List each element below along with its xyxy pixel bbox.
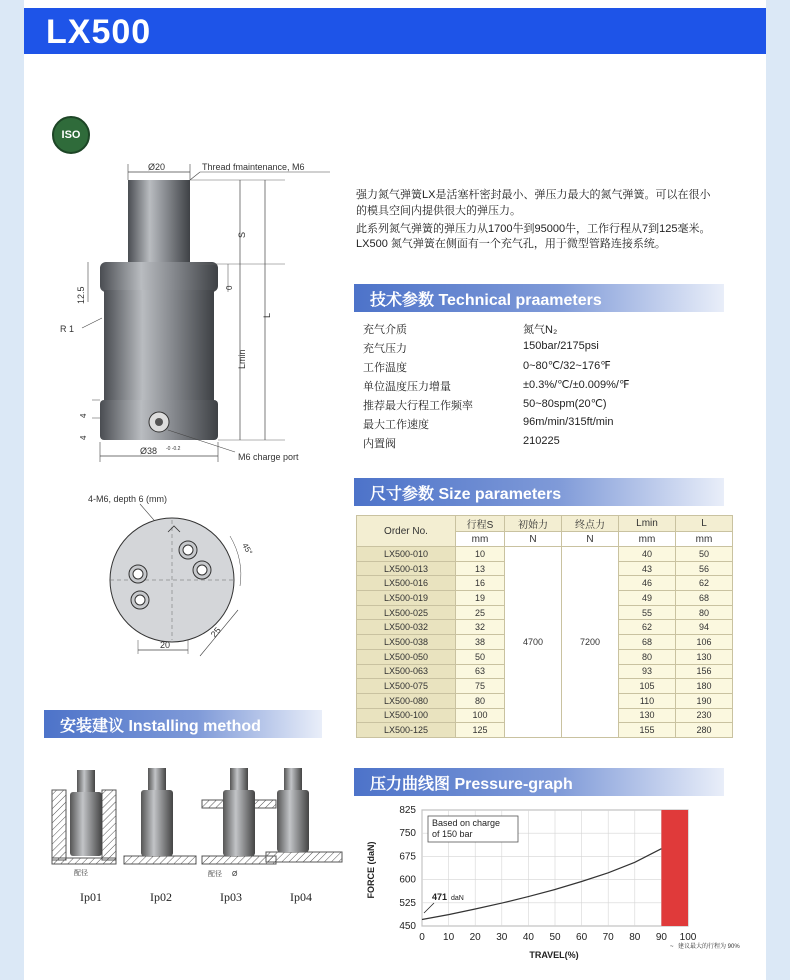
size-order-no: LX500-038 — [357, 635, 456, 650]
x-tick-label: 30 — [496, 932, 508, 943]
x-tick-label: 100 — [679, 932, 697, 943]
size-lmin: 46 — [619, 576, 676, 591]
tech-value: 氮气N₂ — [523, 324, 558, 336]
x-tick-label: 50 — [549, 932, 561, 943]
dim-stroke-s: S — [237, 231, 247, 238]
size-order-no: LX500-032 — [357, 620, 456, 635]
install-label-4: Ip04 — [290, 890, 312, 904]
size-order-no: LX500-019 — [357, 591, 456, 606]
size-l: 56 — [676, 561, 733, 576]
dim-4-bottom: 4 — [79, 435, 88, 440]
size-end-force: 7200 — [562, 547, 619, 738]
description-line-2: 的模具空间内提供很大的弹压力。 — [356, 205, 521, 217]
tech-row — [363, 435, 560, 451]
charge-port-center — [155, 418, 163, 426]
size-lmin: 105 — [619, 679, 676, 694]
bottom-dim-20: 20 — [160, 640, 171, 650]
size-l: 280 — [676, 723, 733, 738]
install-label-1: Ip01 — [80, 890, 102, 904]
tech-row — [363, 359, 611, 375]
tech-row — [363, 397, 607, 413]
size-l: 50 — [676, 547, 733, 562]
tech-row — [363, 378, 630, 394]
size-l: 180 — [676, 679, 733, 694]
charge-port-label: M6 charge port — [238, 452, 299, 462]
y-tick-label: 525 — [399, 897, 416, 909]
tech-label: 内置阀 — [363, 438, 396, 450]
mount-hole-2-inner — [197, 565, 207, 575]
size-header-row — [357, 516, 733, 532]
size-order-no: LX500-100 — [357, 708, 456, 723]
size-order-no: LX500-016 — [357, 576, 456, 591]
y-tick-label: 450 — [399, 921, 416, 932]
size-lmin: 68 — [619, 635, 676, 650]
size-stroke: 80 — [456, 693, 505, 708]
y-tick-label: 600 — [399, 874, 416, 886]
annotation-line-1: Based on charge — [432, 818, 501, 828]
mount-hole-4-inner — [135, 595, 145, 605]
description-line-1: 强力氮气弹簧LX是活塞杆密封最小、弹压力最大的氮气弹簧。可以在很小 — [356, 189, 711, 201]
size-stroke: 10 — [456, 547, 505, 562]
size-header-cell: 行程S — [456, 516, 505, 532]
size-header-cell: L — [676, 516, 733, 532]
size-header-cell: 初始力 — [505, 516, 562, 532]
size-stroke: 75 — [456, 679, 505, 694]
size-order-no: LX500-010 — [357, 547, 456, 562]
tech-label: 推荐最大行程工作频率 — [363, 400, 473, 412]
size-l: 80 — [676, 605, 733, 620]
dim-radius: R 1 — [60, 324, 75, 334]
tech-row — [363, 340, 599, 356]
size-unit-cell: mm — [676, 532, 733, 547]
install-ip04 — [266, 768, 342, 862]
y-tick-label: 675 — [399, 851, 416, 863]
tech-row — [363, 321, 558, 337]
mount-hole-3-inner — [133, 569, 143, 579]
size-stroke: 63 — [456, 664, 505, 679]
x-tick-label: 70 — [602, 932, 614, 943]
tech-value: ±0.3%/℃/±0.009%/℉ — [523, 379, 630, 391]
tech-label: 充气压力 — [363, 343, 407, 355]
size-order-no: LX500-050 — [357, 649, 456, 664]
dim-rod-diameter: Ø20 — [148, 162, 166, 172]
pressure-graph — [354, 800, 754, 975]
size-lmin: 80 — [619, 649, 676, 664]
piston-rod — [128, 180, 190, 264]
size-order-no: LX500-125 — [357, 723, 456, 738]
description-line-4: LX500 氮气弹簧在侧面有一个充气孔，用于微型管路连接系统。 — [356, 238, 666, 250]
x-tick-label: 40 — [522, 932, 534, 943]
size-heading: 尺寸参数 Size parameters — [354, 478, 724, 506]
size-stroke: 125 — [456, 723, 505, 738]
y-tick-label: 825 — [399, 805, 416, 816]
tech-value: 210225 — [523, 435, 560, 447]
tech-value: 96m/min/315ft/min — [523, 416, 614, 428]
iso-logo-text: ISO — [61, 129, 81, 141]
max-travel-zone — [661, 810, 688, 926]
size-l: 230 — [676, 708, 733, 723]
size-header-cell: Order No. — [357, 516, 456, 547]
start-value: 471 — [432, 892, 448, 902]
size-lmin: 43 — [619, 561, 676, 576]
tech-row — [363, 416, 614, 432]
size-stroke: 19 — [456, 591, 505, 606]
install-ip03 — [202, 768, 276, 878]
size-order-no: LX500-080 — [357, 693, 456, 708]
size-order-no: LX500-013 — [357, 561, 456, 576]
install-ip01 — [52, 770, 116, 877]
install-ip02 — [124, 768, 196, 864]
mount-hole-1-inner — [183, 545, 193, 555]
ip03-note-b: Ø — [232, 871, 238, 878]
size-l: 156 — [676, 664, 733, 679]
size-stroke: 16 — [456, 576, 505, 591]
size-unit-cell: N — [505, 532, 562, 547]
bottom-view-note: 4-M6, depth 6 (mm) — [88, 494, 168, 504]
tech-label: 最大工作速度 — [363, 419, 429, 431]
size-header-cell: 终点力 — [562, 516, 619, 532]
size-order-no: LX500-075 — [357, 679, 456, 694]
side-note-prefix: ~ — [670, 944, 674, 950]
size-lmin: 110 — [619, 693, 676, 708]
y-tick-label: 750 — [399, 828, 416, 840]
install-label-2: Ip02 — [150, 890, 172, 904]
bottom-view-angle: 45° — [240, 541, 255, 557]
thread-note: Thread fmaintenance, M6 — [202, 162, 305, 172]
tech-label: 单位温度压力增量 — [363, 381, 451, 393]
size-lmin: 155 — [619, 723, 676, 738]
iso-logo — [52, 116, 90, 154]
tech-heading: 技术参数 Technical praameters — [354, 284, 724, 312]
y-axis-label: FORCE (daN) — [366, 841, 376, 899]
size-lmin: 62 — [619, 620, 676, 635]
tech-value: 150bar/2175psi — [523, 340, 599, 352]
size-stroke: 32 — [456, 620, 505, 635]
size-unit-cell: N — [562, 532, 619, 547]
install-diagrams — [44, 760, 344, 880]
x-tick-label: 10 — [443, 932, 455, 943]
dim-body-diameter: Ø38 — [140, 446, 158, 456]
graph-heading: 压力曲线图 Pressure-graph — [354, 768, 724, 796]
dim-body-tolerance: -0 -0.2 — [166, 446, 181, 452]
page-title: LX500 — [46, 13, 152, 51]
size-stroke: 13 — [456, 561, 505, 576]
size-unit-cell: mm — [619, 532, 676, 547]
size-stroke: 25 — [456, 605, 505, 620]
dim-4-top: 4 — [79, 413, 88, 418]
size-row — [357, 547, 733, 562]
size-l: 130 — [676, 649, 733, 664]
description-line-3: 此系列氮气弹簧的弹压力从1700牛到95000牛，工作行程从7到125毫米。 — [356, 223, 711, 235]
size-stroke: 100 — [456, 708, 505, 723]
x-tick-label: 20 — [469, 932, 481, 943]
x-tick-label: 0 — [419, 932, 425, 943]
size-l: 62 — [676, 576, 733, 591]
size-l: 106 — [676, 635, 733, 650]
size-order-no: LX500-063 — [357, 664, 456, 679]
dim-length-l: L — [262, 312, 272, 318]
size-unit-cell: mm — [456, 532, 505, 547]
annotation-line-2: of 150 bar — [432, 829, 473, 839]
x-tick-label: 90 — [655, 932, 667, 943]
tech-label: 充气介质 — [363, 324, 407, 336]
size-lmin: 49 — [619, 591, 676, 606]
tech-label: 工作温度 — [363, 362, 407, 374]
size-l: 68 — [676, 591, 733, 606]
size-l: 94 — [676, 620, 733, 635]
side-note: 建议最大的行程为 90% — [678, 944, 740, 950]
tech-value: 0~80℃/32~176℉ — [523, 360, 611, 372]
x-tick-label: 80 — [629, 932, 641, 943]
size-lmin: 40 — [619, 547, 676, 562]
x-tick-label: 60 — [576, 932, 588, 943]
size-table — [356, 515, 733, 738]
install-heading: 安装建议 Installing method — [44, 710, 322, 738]
size-stroke: 50 — [456, 649, 505, 664]
dim-zero: 0 — [225, 285, 234, 290]
bottom-dim-25: 25 — [208, 625, 223, 640]
size-lmin: 130 — [619, 708, 676, 723]
size-header-cell: Lmin — [619, 516, 676, 532]
dim-12-5: 12.5 — [76, 286, 86, 304]
tech-value: 50~80spm(20℃) — [523, 398, 607, 410]
side-view-drawing — [40, 150, 340, 470]
ip01-note: 配径 — [74, 870, 88, 877]
size-initial-force: 4700 — [505, 547, 562, 738]
start-value-unit: daN — [451, 895, 464, 902]
title-bar — [24, 8, 766, 54]
size-order-no: LX500-025 — [357, 605, 456, 620]
install-label-3: Ip03 — [220, 890, 242, 904]
size-lmin: 55 — [619, 605, 676, 620]
x-axis-label: TRAVEL(%) — [529, 950, 579, 960]
size-l: 190 — [676, 693, 733, 708]
ip03-note: 配径 — [208, 871, 222, 878]
size-stroke: 38 — [456, 635, 505, 650]
dim-lmin: Lmin — [237, 349, 247, 369]
size-lmin: 93 — [619, 664, 676, 679]
body-middle — [104, 290, 214, 402]
body-top — [100, 262, 218, 292]
bottom-view-drawing — [80, 490, 280, 670]
